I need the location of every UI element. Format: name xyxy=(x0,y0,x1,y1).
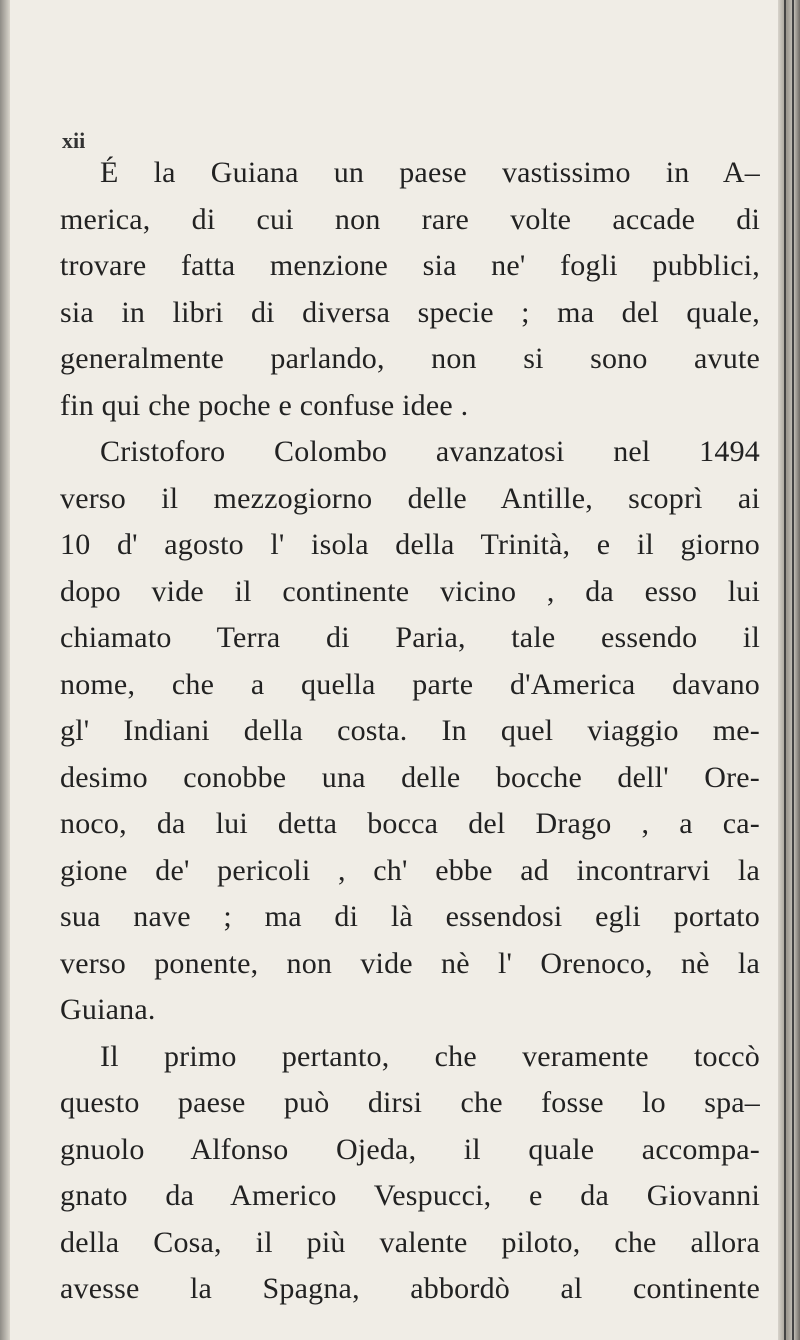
text-line: gnato da Americo Vespucci, e da Giovanni xyxy=(60,1179,760,1212)
text-line: chiamato Terra di Paria, tale essendo il xyxy=(60,621,760,654)
text-line: noco, da lui detta bocca del Drago , a ca- xyxy=(60,807,760,840)
text-line: fin qui che poche e confuse idee . xyxy=(60,388,469,422)
text-line: questo paese può dirsi che fosse lo spa– xyxy=(60,1086,760,1119)
text-line: Guiana. xyxy=(60,993,156,1026)
text-line: gnuolo Alfonso Ojeda, il quale accompa- xyxy=(60,1132,760,1166)
text-line: sua nave ; ma di là essendosi egli portato xyxy=(60,900,760,933)
page-left-shadow xyxy=(0,0,10,1340)
text-line: della Cosa, il più valente piloto, che allora xyxy=(60,1225,760,1259)
text-line: gl' Indiani della costa. In quel viaggio me- xyxy=(60,714,760,747)
text-line: sia in libri di diversa specie ; ma del quale, xyxy=(60,295,760,329)
text-line: gione de' pericoli , ch' ebbe ad incontrarvi la xyxy=(60,853,760,887)
text-line: dopo vide il continente vicino , da esso lui xyxy=(60,574,760,608)
page-number: xii xyxy=(62,128,86,153)
body-text xyxy=(60,150,760,1313)
text-line: Il primo pertanto, che veramente toccò xyxy=(100,1039,760,1073)
text-line: avesse la Spagna, abbordò al continente xyxy=(60,1272,760,1305)
text-line: desimo conobbe una delle bocche dell' Ore- xyxy=(60,760,760,794)
text-line: É la Guiana un paese vastissimo in A– xyxy=(100,156,760,189)
text-line: verso ponente, non vide nè l' Orenoco, nè la xyxy=(60,946,760,980)
text-line: verso il mezzogiorno delle Antille, scoprì ai xyxy=(60,481,760,515)
text-line: Cristoforo Colombo avanzatosi nel 1494 xyxy=(100,435,760,468)
page-right-binding xyxy=(778,0,800,1340)
text-line: generalmente parlando, non si sono avute xyxy=(60,342,760,375)
text-line: merica, di cui non rare volte accade di xyxy=(60,202,760,236)
text-line: nome, che a quella parte d'America davano xyxy=(60,667,760,701)
text-line: 10 d' agosto l' isola della Trinità, e il giorno xyxy=(60,528,760,561)
text-line: trovare fatta menzione sia ne' fogli pubblici, xyxy=(60,249,760,282)
